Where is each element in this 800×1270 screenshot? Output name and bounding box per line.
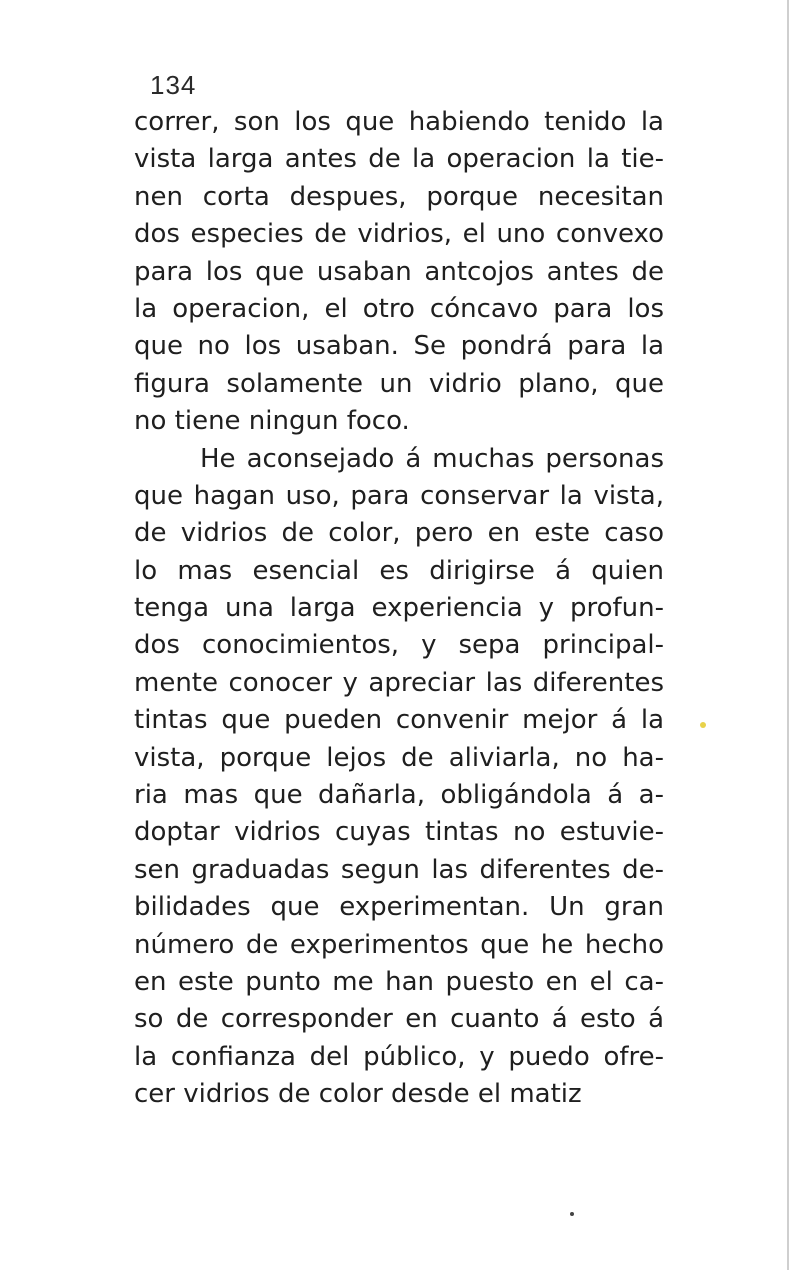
text-line: dos especies de vidrios, el uno convexo <box>134 219 664 250</box>
text-line: que hagan uso, para conservar la vista, <box>134 480 664 511</box>
text-line: sen graduadas segun las diferentes de- <box>134 854 664 885</box>
text-line: la confianza del público, y puedo ofre- <box>134 1041 664 1072</box>
text-line: so de corresponder en cuanto á esto á <box>134 1004 664 1035</box>
page-number: 134 <box>150 70 197 100</box>
text-line: dos conocimientos, y sepa principal- <box>134 630 664 661</box>
text-line: lo mas esencial es dirigirse á quien <box>134 555 664 586</box>
text-line: bilidades que experimentan. Un gran <box>134 892 664 923</box>
text-line: en este punto me han puesto en el ca- <box>134 966 664 997</box>
text-line: ria mas que dañarla, obligándola á a- <box>134 780 664 811</box>
text-line: tenga una larga experiencia y profun- <box>134 593 664 624</box>
text-line: correr, son los que habiendo tenido la <box>134 107 664 137</box>
text-line: nen corta despues, porque necesitan <box>134 181 664 212</box>
text-line: la operacion, el otro cóncavo para los <box>134 293 664 324</box>
text-line: no tiene ningun foco. <box>134 406 410 437</box>
text-line: doptar vidrios cuyas tintas no estuvie- <box>134 817 664 848</box>
paper-speck <box>570 1212 574 1216</box>
text-line: figura solamente un vidrio plano, que <box>134 368 664 399</box>
paper-speck <box>700 722 706 728</box>
text-line: vista, porque lejos de aliviarla, no ha- <box>134 742 664 773</box>
text-line: tintas que pueden convenir mejor á la <box>134 705 664 736</box>
text-line: número de experimentos que he hecho <box>134 929 664 960</box>
paragraph-start-line: He aconsejado á muchas personas <box>200 443 664 474</box>
page-edge-line <box>787 0 789 1270</box>
text-line: que no los usaban. Se pondrá para la <box>134 331 664 362</box>
text-line: mente conocer y apreciar las diferentes <box>134 667 664 698</box>
text-line: cer vidrios de color desde el matiz <box>134 1079 582 1110</box>
text-line: vista larga antes de la operacion la tie- <box>134 144 664 175</box>
text-line: de vidrios de color, pero en este caso <box>134 518 664 549</box>
text-line: para los que usaban antcojos antes de <box>134 256 664 287</box>
body-text <box>134 104 664 1114</box>
